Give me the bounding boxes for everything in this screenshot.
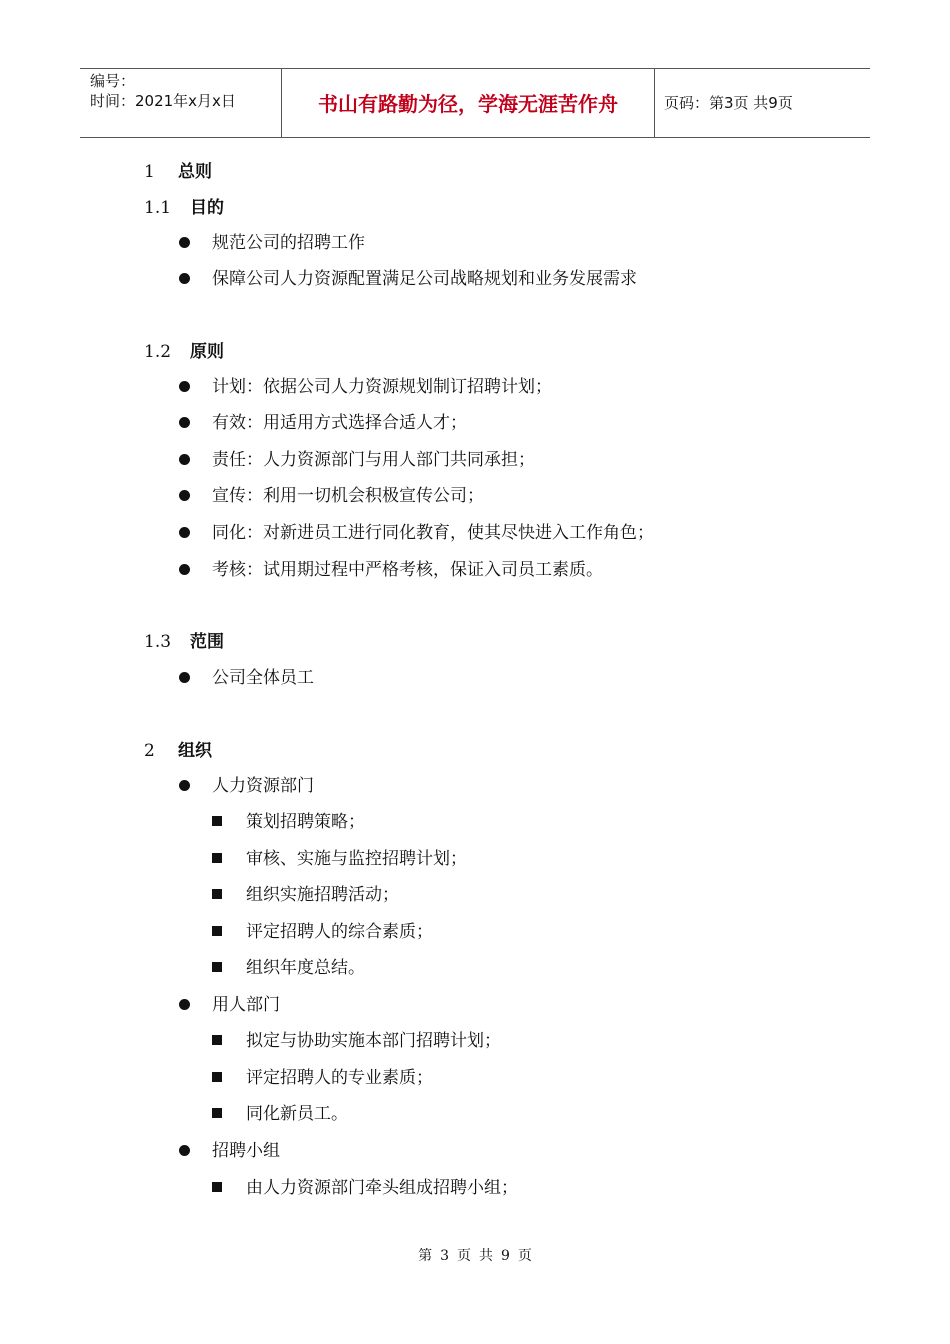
section-heading [144,340,224,364]
square-bullet-icon [212,1108,222,1118]
square-bullet-icon [212,926,222,936]
sub-list-item: 评定招聘人的综合素质； [246,922,433,942]
sub-list-item: 由人力资源部门牵头组成招聘小组； [246,1178,518,1198]
list-item: 人力资源部门 [212,776,314,796]
footer-text: 共 [479,1248,493,1264]
page-header [80,68,870,138]
section-title: 目的 [190,198,224,218]
list-item: 考核：试用期过程中严格考核，保证入司员工素质。 [212,560,603,580]
bullet-icon [179,417,190,428]
section-heading [144,739,212,763]
section-number: 2 [144,741,155,761]
bullet-icon [179,780,190,791]
list-item: 责任：人力资源部门与用人部门共同承担； [212,450,535,470]
footer-text: 第 [418,1248,433,1264]
header-meta [90,71,236,111]
list-item: 招聘小组 [212,1141,280,1161]
bullet-icon [179,237,190,248]
bullet-icon [179,454,190,465]
square-bullet-icon [212,962,222,972]
list-item: 计划：依据公司人力资源规划制订招聘计划； [212,377,552,397]
section-heading [144,160,212,184]
section-number: 1.2 [144,342,172,362]
section-heading [144,196,224,220]
square-bullet-icon [212,1072,222,1082]
square-bullet-icon [212,853,222,863]
bullet-icon [179,490,190,501]
list-item: 公司全体员工 [212,668,314,688]
header-divider [654,69,655,137]
section-number: 1.3 [144,632,172,652]
header-time: 时间：2021年x月x日 [90,92,236,110]
header-motto: 书山有路勤为径，学海无涯苦作舟 [318,92,618,116]
page-footer [0,1246,950,1266]
header-number: 编号： [90,72,136,90]
bullet-icon [179,672,190,683]
bullet-icon [179,999,190,1010]
bullet-icon [179,381,190,392]
sub-list-item: 拟定与协助实施本部门招聘计划； [246,1031,501,1051]
list-item: 规范公司的招聘工作 [212,233,365,253]
section-title: 组织 [178,741,212,761]
section-title: 总则 [178,162,212,182]
section-title: 原则 [190,342,224,362]
list-item: 同化：对新进员工进行同化教育，使其尽快进入工作角色； [212,523,654,543]
bullet-icon [179,273,190,284]
bullet-icon [179,527,190,538]
square-bullet-icon [212,1035,222,1045]
footer-current-page: 3 [440,1248,449,1264]
sub-list-item: 组织实施招聘活动； [246,885,399,905]
footer-text: 页 [457,1248,471,1264]
bullet-icon [179,1145,190,1156]
bullet-icon [179,564,190,575]
footer-text: 页 [517,1248,532,1264]
section-heading [144,630,224,654]
section-number: 1 [144,162,155,182]
sub-list-item: 审核、实施与监控招聘计划； [246,849,467,869]
square-bullet-icon [212,889,222,899]
square-bullet-icon [212,1182,222,1192]
section-title: 范围 [190,632,224,652]
sub-list-item: 策划招聘策略； [246,812,365,832]
header-page-info: 页码：第3页 共9页 [664,94,793,112]
list-item: 保障公司人力资源配置满足公司战略规划和业务发展需求 [212,269,637,289]
footer-total-pages: 9 [501,1248,510,1264]
section-number: 1.1 [144,198,172,218]
sub-list-item: 同化新员工。 [246,1104,348,1124]
square-bullet-icon [212,816,222,826]
list-item: 宣传：利用一切机会积极宣传公司； [212,486,484,506]
sub-list-item: 评定招聘人的专业素质； [246,1068,433,1088]
list-item: 有效：用适用方式选择合适人才； [212,413,467,433]
sub-list-item: 组织年度总结。 [246,958,365,978]
list-item: 用人部门 [212,995,280,1015]
